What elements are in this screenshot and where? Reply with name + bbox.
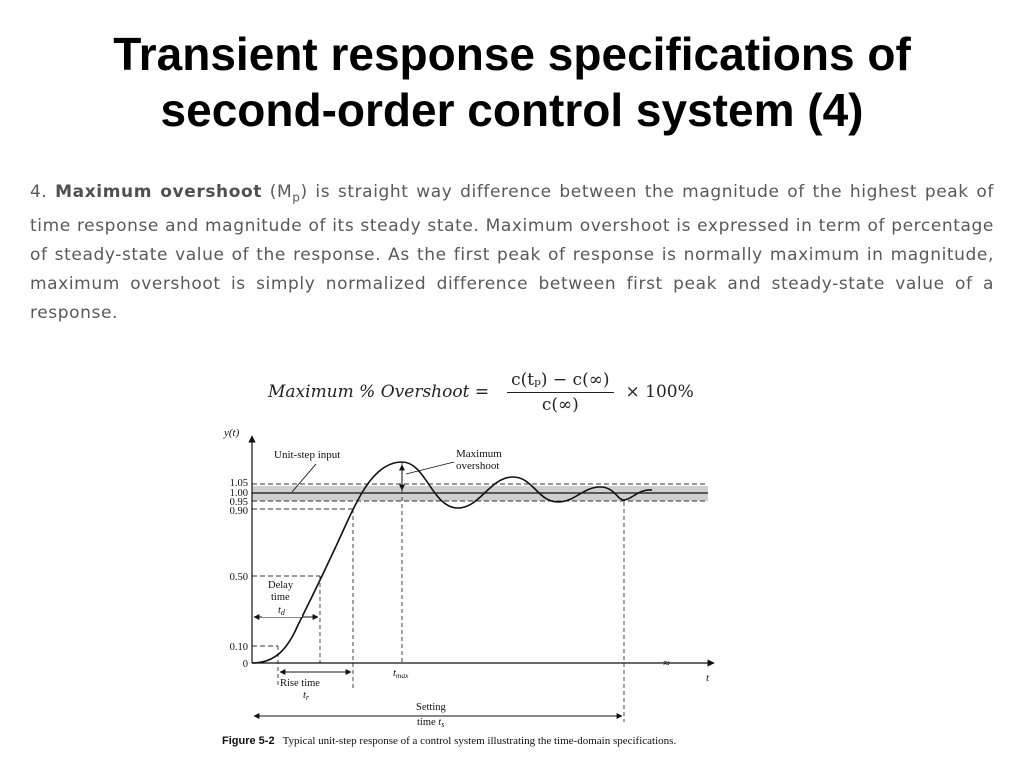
overshoot-leader xyxy=(406,462,454,474)
y-tick-label: 0.50 xyxy=(229,572,248,583)
x-axis-label: t xyxy=(706,672,710,684)
figure-caption xyxy=(222,735,676,747)
y-tick-label: 1.05 xyxy=(229,478,248,489)
delay-time-label-2: time xyxy=(271,592,290,603)
body-paragraph xyxy=(30,178,994,327)
rise-time-symbol: tr xyxy=(303,690,310,702)
slide-title-line-2: second-order control system (4) xyxy=(160,84,864,136)
formula-numerator: c(tₚ) − c(∞) xyxy=(507,370,613,393)
formula-fraction xyxy=(507,370,613,415)
settling-time-label-1: Setting xyxy=(416,702,446,713)
max-overshoot-label-2: overshoot xyxy=(456,460,500,472)
y-tick-label: 0.10 xyxy=(229,642,248,653)
unit-step-input-label: Unit-step input xyxy=(274,449,341,461)
delay-time-label-1: Delay xyxy=(268,580,294,591)
item-number: 4. xyxy=(30,182,48,202)
y-tick-label: 0.90 xyxy=(229,506,248,517)
overshoot-formula xyxy=(268,366,694,418)
paragraph-text: is straight way difference between the magnitude of the highest peak of time response and magnitude of its steady state. Maximum overshoot is expressed in term of percentage of steady-state value of the response. As the first peak of response is normally maximum in magnitude, maximum overshoot is simply normalized difference between first peak and steady-state value of a response. xyxy=(30,182,995,323)
rise-time-label: Rise time xyxy=(280,678,320,689)
max-overshoot-label-1: Maximum xyxy=(456,448,502,460)
term-symbol: $(M_p)$ xyxy=(269,182,308,205)
y-tick-label: 1.00 xyxy=(229,488,248,499)
formula-denominator: c(∞) xyxy=(541,394,579,415)
delay-time-symbol: td xyxy=(278,605,285,617)
slide-title xyxy=(40,26,984,138)
term-maximum-overshoot: Maximum overshoot xyxy=(55,182,263,202)
y-tick-label: 0 xyxy=(242,659,248,670)
step-response-figure xyxy=(218,420,818,750)
y-tick-label: 0.95 xyxy=(229,497,248,508)
y-axis-label: y(t) xyxy=(224,427,240,439)
slide-title-line-1: Transient response specifications of xyxy=(113,28,911,80)
figure-caption-text: Typical unit-step response of a control system illustrating the time-domain specifications. xyxy=(282,735,677,747)
settling-time-label-2: time ts xyxy=(417,717,445,729)
tmax-symbol: tmax xyxy=(393,668,409,680)
axis-break-mark: ≈ xyxy=(663,656,670,670)
formula-lhs: Maximum % Overshoot = xyxy=(268,382,490,402)
figure-caption-id: Figure 5-2 xyxy=(222,735,275,747)
formula-multiplier: × 100% xyxy=(625,382,694,402)
